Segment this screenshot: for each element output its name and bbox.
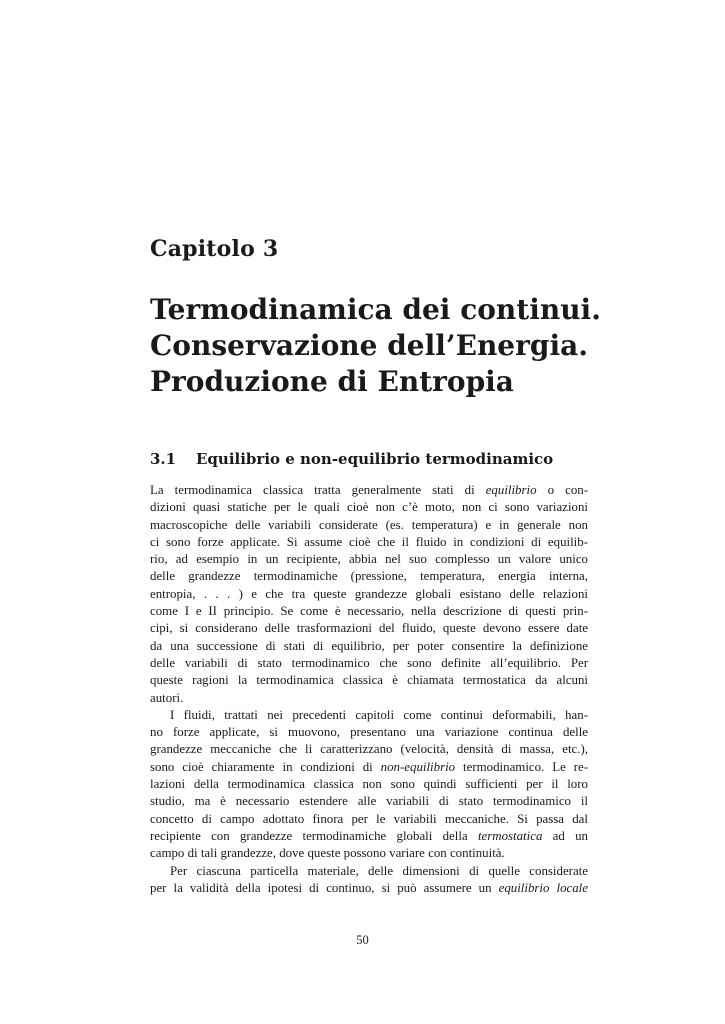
emphasis-text: non-equilibrio <box>380 759 456 774</box>
chapter-title-line: Conservazione dell’Energia. <box>150 329 588 362</box>
text-line <box>150 707 588 724</box>
text-span: I fluidi, trattati nei precedenti capitoli come continui deformabili, han- <box>170 707 588 722</box>
section-title: Equilibrio e non-equilibrio termodinamico <box>196 450 554 468</box>
text-span: o con- <box>536 483 588 497</box>
text-span: queste ragioni la termodinamica classica è chiamata termostatica da alcuni <box>150 673 588 688</box>
text-line <box>150 499 588 516</box>
text-span: ci sono forze applicate. Si assume cioè che il fluido in condizioni di equilib- <box>150 534 588 549</box>
text-line <box>150 793 588 810</box>
text-line <box>150 759 588 776</box>
text-span: lazioni della termodinamica classica non sono quindi sufficienti per il loro <box>150 777 588 792</box>
text-span: studio, ma è necessario estendere alle variabili di stato termodinamico il <box>150 794 588 809</box>
text-line <box>150 517 588 534</box>
page-number: 50 <box>356 933 369 947</box>
text-line <box>150 672 588 689</box>
text-span: dizioni quasi statiche per le quali cioè non c’è moto, non ci sono variazioni <box>150 500 588 515</box>
chapter-label: Capitolo 3 <box>150 236 279 262</box>
chapter-title <box>150 292 620 400</box>
text-span: La termodinamica classica tratta generalmente stati di <box>150 483 486 497</box>
text-line <box>150 845 588 862</box>
text-line <box>150 811 588 828</box>
text-span: delle variabili di stato termodinamico che sono definite all’equilibrio. Per <box>150 655 588 670</box>
text-line <box>150 620 588 637</box>
text-span: delle grandezze termodinamiche (pressione, temperatura, energia interna, <box>150 569 588 584</box>
chapter-title-line: Termodinamica dei continui. <box>150 293 601 326</box>
text-span: campo di tali grandezze, dove queste possono variare con continuità. <box>150 846 505 861</box>
text-line <box>150 655 588 672</box>
text-line <box>150 863 588 880</box>
text-span: per la validità della ipotesi di continuo, si può assumere un <box>150 880 499 895</box>
text-span: rio, ad esempio in un recipiente, abbia nel suo complesso un valore unico <box>150 552 588 567</box>
text-line <box>150 724 588 741</box>
section-heading <box>150 450 553 468</box>
text-span: concetto di campo adottato finora per le variabili meccaniche. Si passa dal <box>150 811 588 826</box>
text-line <box>150 741 588 758</box>
text-line <box>150 638 588 655</box>
text-span: come I e II principio. Se come è necessario, nella descrizione di questi prin- <box>150 604 588 619</box>
chapter-title-line: Produzione di Entropia <box>150 365 514 398</box>
text-span: ad un <box>542 828 588 843</box>
text-span: recipiente con grandezze termodinamiche globali della <box>150 828 478 843</box>
text-span: sono cioè chiaramente in condizioni di <box>150 759 381 774</box>
emphasis-text: equilibrio locale <box>498 880 588 895</box>
text-line <box>150 568 588 585</box>
text-line <box>150 828 588 845</box>
text-line <box>150 586 588 603</box>
text-span: cipi, si considerano delle trasformazioni del fluido, queste devono essere date <box>150 621 588 636</box>
text-line <box>150 690 588 707</box>
emphasis-text: termostatica <box>477 828 543 843</box>
text-span: termodinamico. Le re- <box>455 759 588 774</box>
text-span: da una successione di stati di equilibrio, per poter consentire la definizione <box>150 638 588 653</box>
text-span: Per ciascuna particella materiale, delle dimensioni di quelle considerate <box>170 863 588 878</box>
text-span: grandezze meccaniche che li caratterizzano (velocità, densità di massa, etc.), <box>150 742 588 757</box>
text-line <box>150 880 588 897</box>
text-span: macroscopiche delle variabili considerate (es. temperatura) e in generale non <box>150 517 588 532</box>
section-number: 3.1 <box>150 450 177 468</box>
text-span: no forze applicate, si muovono, presentano una variazione continua delle <box>150 725 588 740</box>
text-line <box>150 482 588 499</box>
text-span: entropia, . . . ) e che tra queste grandezze globali esistano delle relazioni <box>150 586 588 601</box>
emphasis-text: equilibrio <box>485 483 537 497</box>
text-line <box>150 603 588 620</box>
body-text <box>150 482 588 897</box>
text-line <box>150 551 588 568</box>
text-span: autori. <box>150 690 184 705</box>
text-line <box>150 534 588 551</box>
text-line <box>150 776 588 793</box>
